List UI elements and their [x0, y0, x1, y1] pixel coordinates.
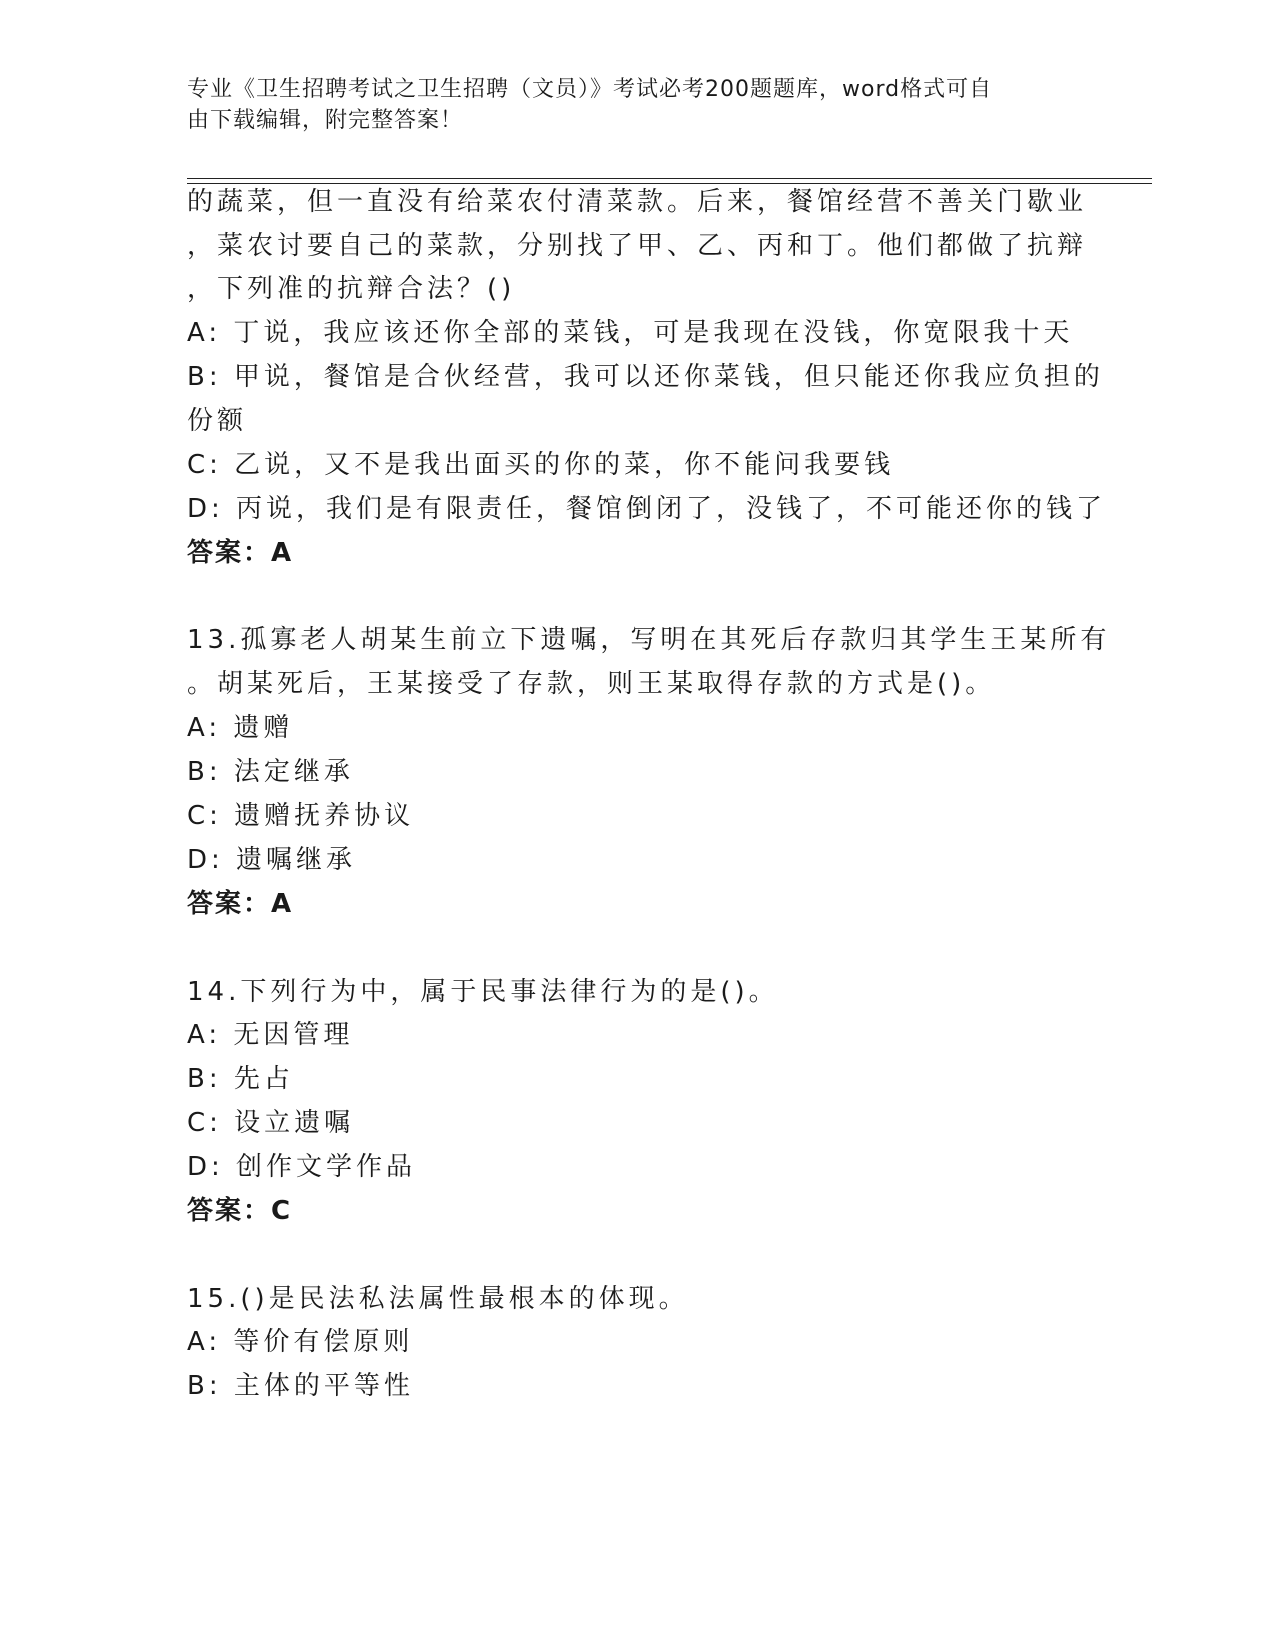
q14-stem: 14.下列行为中，属于民事法律行为的是()。 — [187, 977, 779, 1007]
q14-option-b: B: 先占 — [187, 1064, 294, 1094]
q15-option-b: B: 主体的平等性 — [187, 1371, 414, 1401]
q12-option-b-line-2: 份额 — [187, 406, 248, 436]
q14-option-a: A: 无因管理 — [187, 1020, 354, 1050]
document-header — [187, 74, 1067, 136]
q13-option-a: A: 遗赠 — [187, 713, 294, 743]
q12-option-b-line-1: B: 甲说，餐馆是合伙经营，我可以还你菜钱，但只能还你我应负担的 — [187, 362, 1104, 392]
q12-answer: 答案：A — [187, 538, 294, 568]
q12-option-a: A: 丁说，我应该还你全部的菜钱，可是我现在没钱，你宽限我十天 — [187, 318, 1074, 348]
q14-answer: 答案：C — [187, 1196, 293, 1226]
header-line-2: 由下载编辑，附完整答案！ — [187, 108, 464, 133]
q14-option-c: C: 设立遗嘱 — [187, 1108, 355, 1138]
q13-answer: 答案：A — [187, 889, 294, 919]
q12-stem-line-1: 的蔬菜，但一直没有给菜农付清菜款。后来，餐馆经营不善关门歇业 — [187, 187, 1088, 217]
q13-option-b: B: 法定继承 — [187, 757, 354, 787]
q14-option-d: D: 创作文学作品 — [187, 1152, 417, 1182]
q12-stem-line-2: ，菜农讨要自己的菜款，分别找了甲、乙、丙和丁。他们都做了抗辩 — [187, 231, 1088, 261]
q12-option-d: D: 丙说，我们是有限责任，餐馆倒闭了，没钱了，不可能还你的钱了 — [187, 494, 1107, 524]
header-line-1: 专业《卫生招聘考试之卫生招聘（文员）》考试必考200题题库，word格式可自 — [187, 77, 993, 102]
header-divider-top — [187, 178, 1152, 179]
q13-stem-line-2: 。胡某死后，王某接受了存款，则王某取得存款的方式是()。 — [187, 669, 996, 699]
q13-option-c: C: 遗赠抚养协议 — [187, 801, 415, 831]
q13-option-d: D: 遗嘱继承 — [187, 845, 357, 875]
q15-option-a: A: 等价有偿原则 — [187, 1327, 414, 1357]
q12-option-c: C: 乙说，又不是我出面买的你的菜，你不能问我要钱 — [187, 450, 895, 480]
q15-stem: 15.()是民法私法属性最根本的体现。 — [187, 1284, 689, 1314]
q13-stem-line-1: 13.孤寡老人胡某生前立下遗嘱，写明在其死后存款归其学生王某所有 — [187, 625, 1111, 655]
header-divider-bottom — [187, 183, 1152, 184]
q12-stem-line-3: ，下列准的抗辩合法？() — [187, 274, 516, 304]
